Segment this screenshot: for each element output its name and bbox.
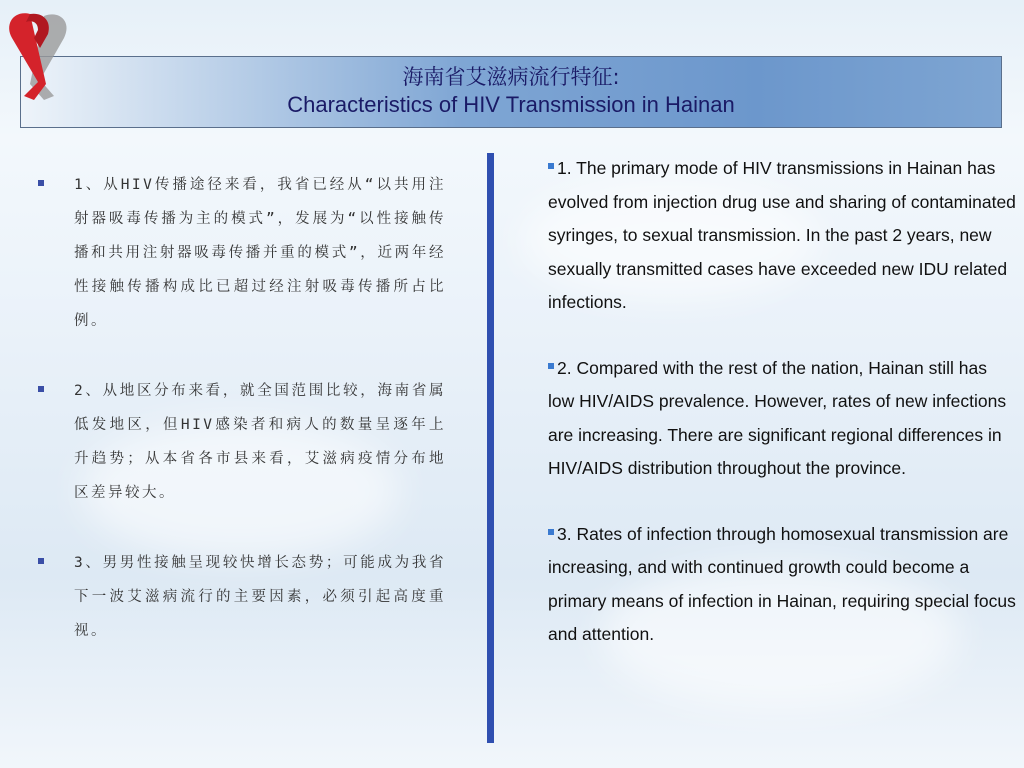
- list-item: [32, 546, 446, 648]
- chinese-point-text: 2、从地区分布来看，就全国范围比较，海南省属低发地区，但HIV感染者和病人的数量呈逐年上升趋势；从本省各市县来看，艾滋病疫情分布地区差异较大。: [74, 383, 446, 501]
- list-item: [548, 352, 1016, 486]
- chinese-point-text: 1、从HIV传播途径来看，我省已经从“以共用注射器吸毒传播为主的模式”，发展为“以性接触传播和共用注射器吸毒传播并重的模式”，近两年经性接触传播构成比已超过经注射吸毒传播所占比例。: [74, 177, 446, 329]
- bullet-marker: [548, 529, 554, 535]
- chinese-point-text: 3、男男性接触呈现较快增长态势；可能成为我省下一波艾滋病流行的主要因素，必须引起高度重视。: [74, 555, 446, 639]
- bullet-marker: [548, 163, 554, 169]
- english-point-text: 2. Compared with the rest of the nation, Hainan still has low HIV/AIDS prevalence. However, rates of new infections are increasing. There are significant regional differences in HIV/AIDS distribution throughout the province.: [548, 357, 1007, 478]
- title-chinese: 海南省艾滋病流行特征:: [402, 65, 620, 89]
- column-divider: [487, 153, 494, 743]
- list-item: [32, 374, 446, 510]
- bullet-marker: [38, 386, 44, 392]
- bullet-marker: [548, 363, 554, 369]
- bullet-marker: [38, 180, 44, 186]
- list-item: [32, 168, 446, 338]
- title-banner: [20, 56, 1002, 128]
- english-points-list: [548, 152, 1016, 684]
- bullet-marker: [38, 558, 44, 564]
- english-point-text: 1. The primary mode of HIV transmissions in Hainan has evolved from injection drug use and sharing of contaminated syringes, to sexual transmission. In the past 2 years, new sexually transmitted cases have exceeded new IDU related infections.: [548, 158, 1016, 312]
- english-point-text: 3. Rates of infection through homosexual transmission are increasing, and with continued growth could become a primary means of infection in Hainan, requiring special focus and attention.: [548, 523, 1016, 644]
- title-english: Characteristics of HIV Transmission in Hainan: [287, 92, 735, 117]
- list-item: [548, 152, 1016, 320]
- chinese-points-list: [32, 168, 446, 684]
- red-ribbon-icon: [0, 8, 80, 100]
- list-item: [548, 518, 1016, 652]
